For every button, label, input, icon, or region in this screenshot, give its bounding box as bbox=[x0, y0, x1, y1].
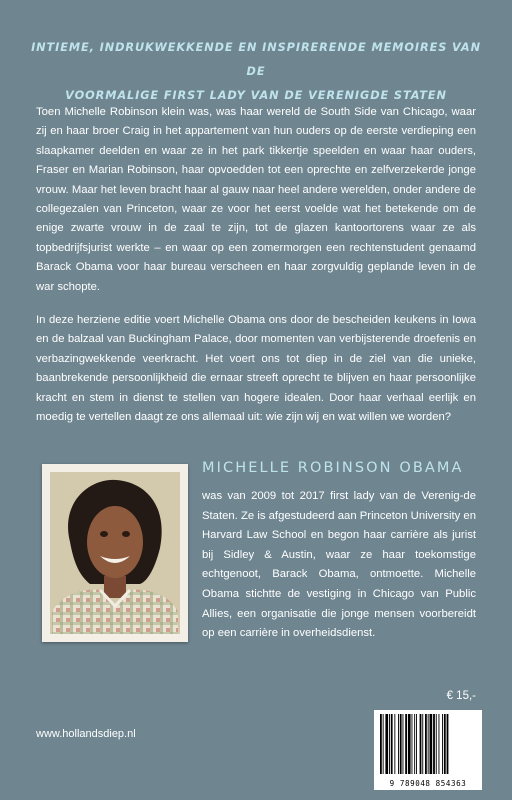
barcode-number: 9 789048 854363 bbox=[389, 779, 467, 788]
author-photo bbox=[42, 464, 188, 642]
tagline-line-1: INTIEME, INDRUKWEKKENDE EN INSPIRERENDE MEMOIRES VAN DE bbox=[31, 41, 481, 78]
description-paragraph-2: In deze herziene editie voert Michelle Obama ons door de bescheiden keukens in Iowa en de balzaal van Buckingham Palace, door momenten van verbijsterende droefenis en verbazingwekkende veerkracht. Het voert ons tot diep in de ziel van die unieke, baanbrekende persoonlijkheid die ernaar streeft oprecht te blijven en haar persoonlijke kracht en stem in dienst te stellen van hogere idealen. Door haar verhaal eerlijk en moedig te vertellen daagt ze ons allemaal uit: wie zijn wij en wat willen we worden? bbox=[36, 314, 476, 424]
website-url[interactable]: www.hollandsdiep.nl bbox=[36, 728, 136, 740]
barcode bbox=[374, 710, 482, 790]
author-bio: was van 2009 tot 2017 first lady van de Verenig-de Staten. Ze is afgestudeerd aan Princeton University en Harvard Law School en begon haar carrière als jurist bij Sidley & Austin, waar ze haar toekomstige echtgenoot, Barack Obama, ontmoette. Michelle Obama stichtte de vestiging in Chicago van Public Allies, een organisatie die jonge mensen voorbereidt op een carrière in overheidsdienst. bbox=[202, 490, 476, 640]
author-photo-image bbox=[50, 472, 180, 634]
tagline-line-2: VOORMALIGE FIRST LADY VAN DE VERENIGDE STATEN bbox=[65, 89, 447, 102]
author-name: MICHELLE ROBINSON OBAMA bbox=[202, 460, 464, 476]
barcode-bars bbox=[378, 714, 478, 774]
price: € 15,- bbox=[446, 690, 476, 702]
description-paragraph-1: Toen Michelle Robinson klein was, was haar wereld de South Side van Chicago, waar zij en haar broer Craig in het appartement van hun ouders op de eerste verdieping een slaapkamer deelden en waar ze in het park tikkertje speelden en waar haar ouders, Fraser en Marian Robinson, haar opvoedden tot een oprechte en zelfverzekerde jonge vrouw. Maar het leven bracht haar al gauw naar heel andere werelden, onder andere de collegezalen van Princeton, waar ze voor het eerst voelde wat het betekende om de enige zwarte vrouw in de zaal te zijn, tot de glazen kantoortorens waar ze als topbedrijfsjurist werkte – en waar op een zomermorgen een rechtenstudent genaamd Barack Obama voor haar bureau verscheen en haar zorgvuldig geplande leven in de war schopte. bbox=[36, 106, 476, 293]
tagline bbox=[30, 36, 482, 108]
